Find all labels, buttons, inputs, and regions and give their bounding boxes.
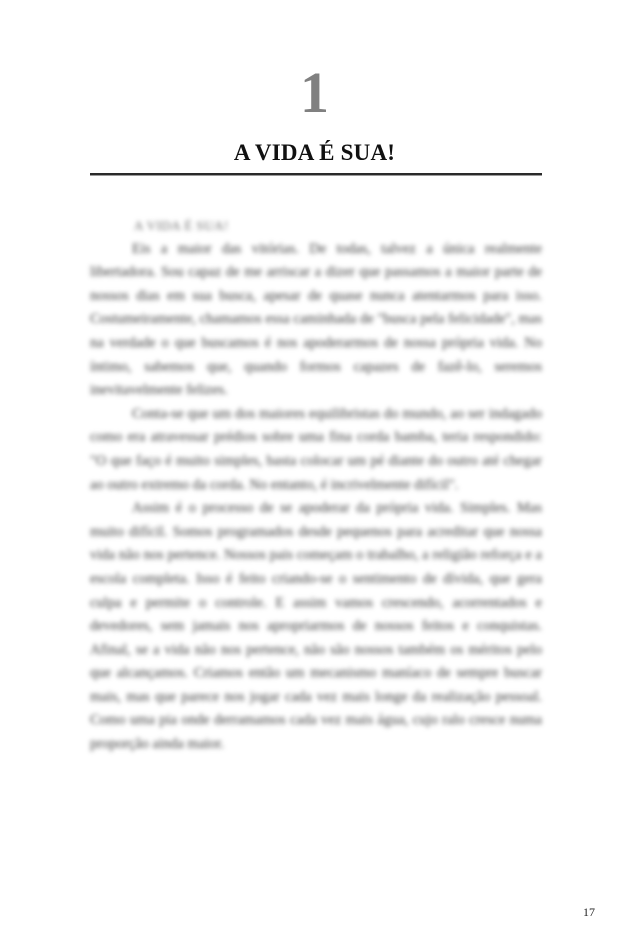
- chapter-title: A VIDA É SUA!: [233, 140, 396, 165]
- chapter-body: [90, 214, 542, 757]
- body-paragraph-1: Eis a maior das vitórias. De todas, talvez a única realmente libertadora. Sou capaz de me arriscar a dizer que passamos a maior parte de nossos dias em sua busca, apesar de quase nunca atentarmos para isso. Costumeiramente, chamamos essa caminhada de "busca pela felicidade", mas na verdade o que buscamos é nos apoderarmos de nossa própria vida. No íntimo, sabemos que, quando formos capazes de fazê-lo, seremos inevitavelmente felizes.: [90, 240, 542, 399]
- chapter-number: 1: [300, 60, 329, 125]
- title-divider: [90, 173, 542, 176]
- page-number: 17: [583, 905, 595, 919]
- body-paragraph-3: Assim é o processo de se apoderar da própria vida. Simples. Mas muito difícil. Somos programados desde pequenos para acreditar que nossa vida não nos pertence. Nossos pais começam o trabalho, a religião reforça e a escola completa. Isso é feito criando-se o sentimento de dívida, que gera culpa e permite o controle. E assim vamos crescendo, acorrentados e devedores, sem jamais nos apropriarmos de nossos feitos e conquistas. Afinal, se a vida não nos pertence, não são nossos também os méritos pelo que alcançamos. Criamos então um mecanismo maníaco de sempre buscar mais, mas que parece nos jogar cada vez mais longe da realização pessoal. Como uma pia onde derramamos cada vez mais água, cujo ralo cresce numa proporção ainda maior.: [90, 500, 542, 753]
- body-paragraph-2: Conta-se que um dos maiores equilibristas do mundo, ao ser indagado como era atravessar prédios sobre uma fina corda bamba, teria respondido: "O que faço é muito simples, basta colocar um pé diante do outro até chegar ao outro extremo da corda. No entanto, é incrivelmente difícil".: [90, 405, 542, 493]
- section-heading: A VIDA É SUA!: [134, 218, 229, 233]
